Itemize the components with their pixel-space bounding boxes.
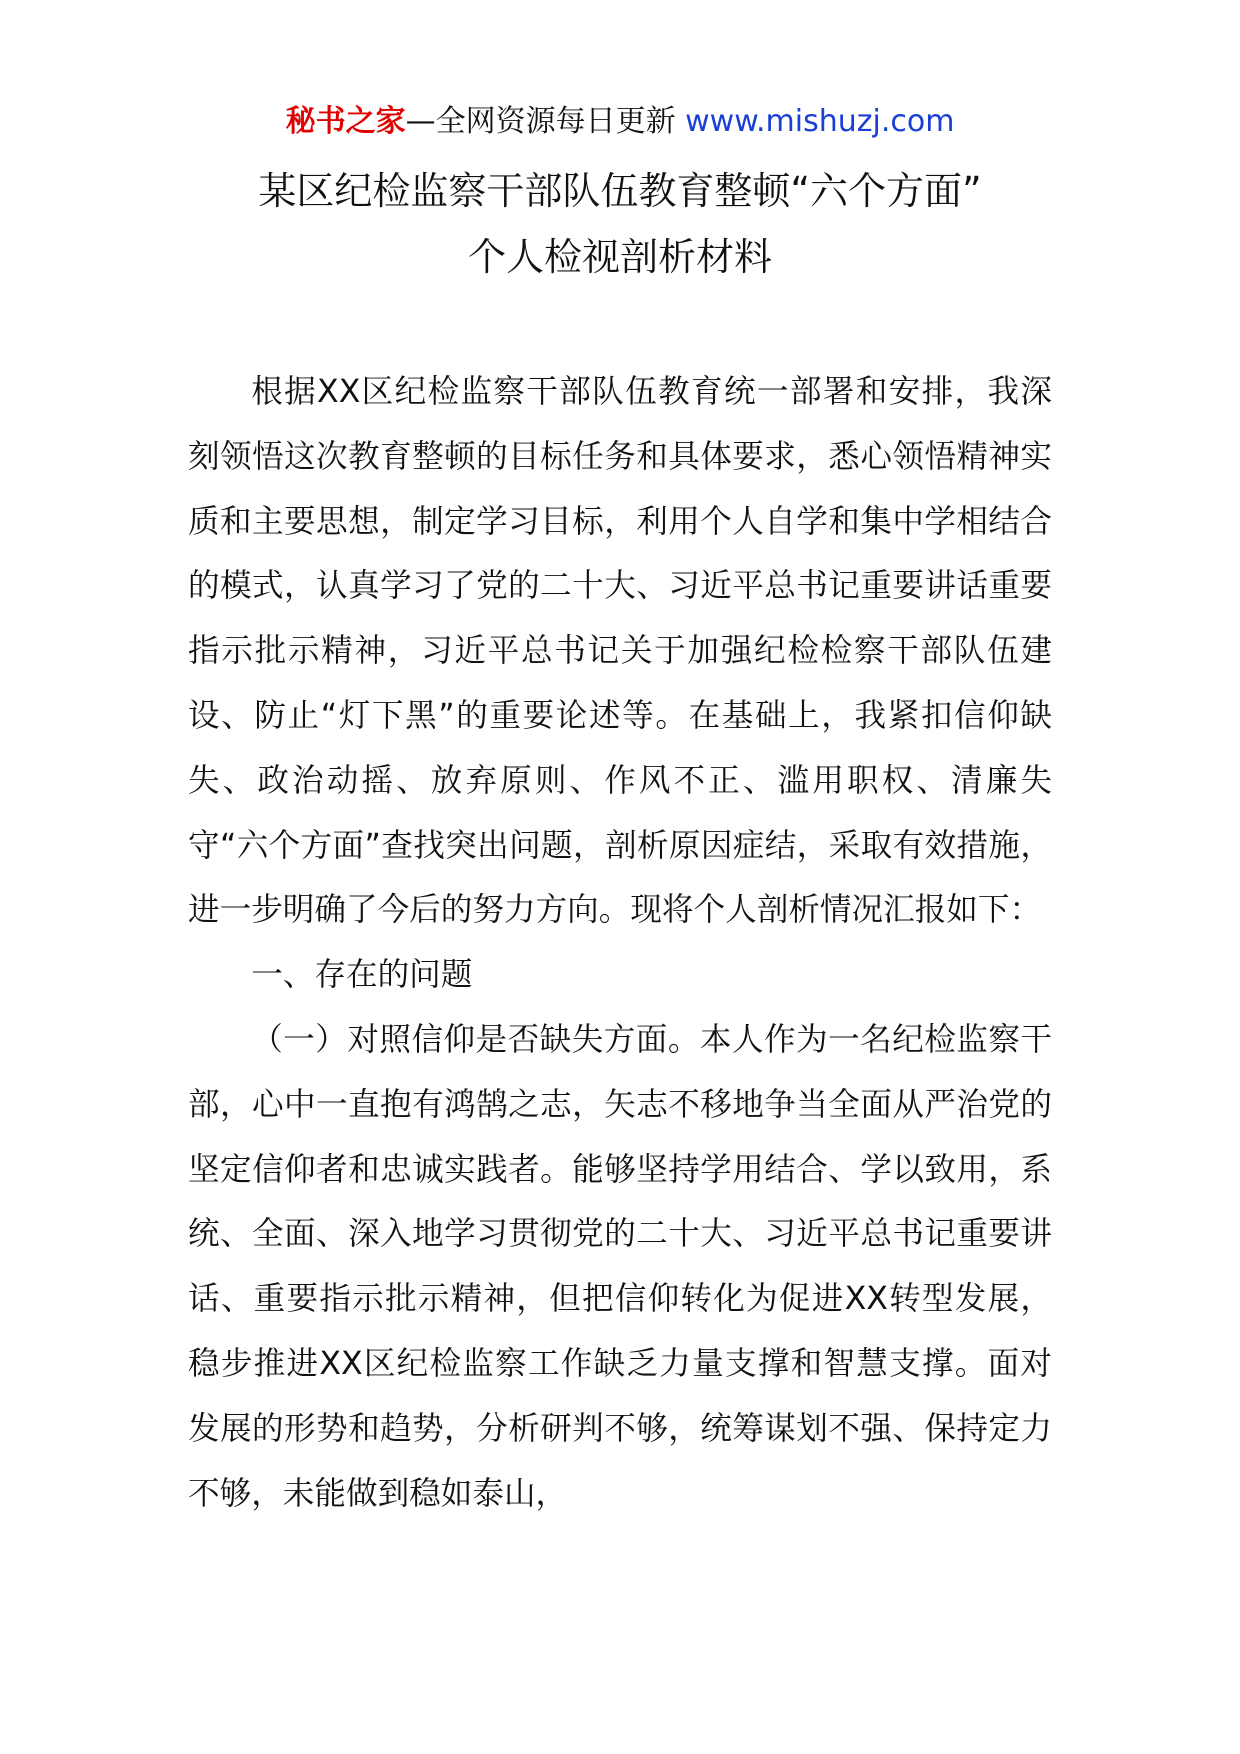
brand-name: 秘书之家 (285, 104, 406, 139)
header-tagline: —全网资源每日更新 (405, 104, 686, 139)
document-body (188, 360, 1052, 1526)
section-heading: 一、存在的问题 (251, 957, 473, 994)
document-title-line-1: 某区纪检监察干部队伍教育整顿“六个方面” (258, 169, 982, 213)
site-header (0, 100, 1240, 144)
document-title-line-2: 个人检视剖析材料 (467, 235, 772, 279)
body-paragraph: （一）对照信仰是否缺失方面。本人作为一名纪检监察干部，心中一直抱有鸿鹄之志，矢志不移地争当全面从严治党的坚定信仰者和忠诚实践者。能够坚持学用结合、学以致用，系统、全面、深入地学习贯彻党的二十大、习近平总书记重要讲话、重要指示批示精神，但把信仰转化为促进XX转型发展，稳步推进XX区纪检监察工作缺乏力量支撑和智慧支撑。面对发展的形势和趋势，分析研判不够，统筹谋划不强、保持定力不够，未能做到稳如泰山， (188, 1021, 1052, 1512)
intro-paragraph: 根据XX区纪检监察干部队伍教育统一部署和安排，我深刻领悟这次教育整顿的目标任务和具体要求，悉心领悟精神实质和主要思想，制定学习目标，利用个人自学和集中学相结合的模式，认真学习了党的二十大、习近平总书记重要讲话重要指示批示精神，习近平总书记关于加强纪检检察干部队伍建设、防止“灯下黑”的重要论述等。在基础上，我紧扣信仰缺失、政治动摇、放弃原则、作风不正、滥用职权、清廉失守“六个方面”查找突出问题，剖析原因症结，采取有效措施，进一步明确了今后的努力方向。现将个人剖析情况汇报如下： (188, 374, 1052, 929)
site-url-link[interactable]: www.mishuzj.com (685, 104, 955, 139)
